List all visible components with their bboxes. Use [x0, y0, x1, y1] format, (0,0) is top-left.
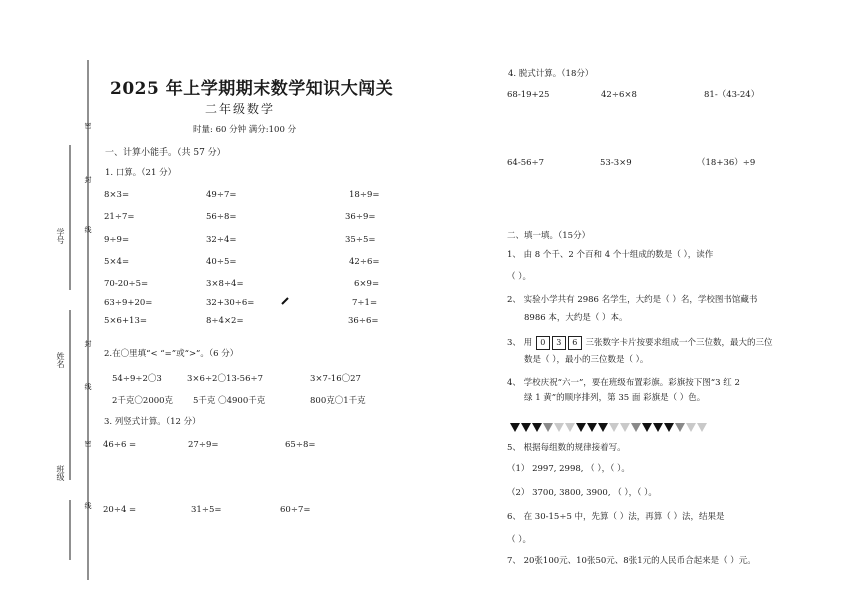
flag-triangle: [653, 423, 663, 432]
exam-title: 2025 年上学期期末数学知识大闯关: [110, 79, 394, 99]
oral-calc-item: 70-20÷5=: [104, 279, 149, 289]
digit-card: 0: [536, 336, 550, 350]
stepwise-calc-item: 53-3×9: [600, 158, 632, 168]
question-1-line-2: （ ）。: [507, 272, 531, 282]
compare-item: 3×6÷2〇13-56÷7: [187, 374, 264, 384]
question-7: 7、 20张100元、10张50元、8张1元的人民币合起来是（ ）元。: [507, 556, 756, 566]
oral-calc-item: 32÷4=: [206, 235, 237, 245]
question-2-line-1: 2、 实验小学共有 2986 名学生，大约是（ ）名，学校图书馆藏书: [507, 295, 758, 305]
oral-calc-item: 18÷9=: [349, 190, 380, 200]
binding-lines: [60, 60, 100, 580]
binding-xian-top: 线: [84, 226, 92, 233]
compare-item: 2千克〇2000克: [112, 396, 174, 406]
question-3-prefix: 3、 用: [507, 338, 533, 348]
question-5-heading: 5、 根据每组数的规律接着写。: [507, 443, 626, 453]
exam-subtitle: 二年级数学: [205, 102, 276, 116]
section-2-heading: 二、填一填。（15分）: [507, 231, 591, 241]
oral-calc-item: 49÷7=: [206, 190, 237, 200]
question-5-sub-1: （1） 2997, 2998, （ ），（ ）。: [507, 464, 630, 474]
question-3-suffix: 三张数字卡片按要求组成一个三位数，最大的三位: [585, 338, 773, 348]
section-1-heading: 一、计算小能手。（共 57 分）: [105, 148, 226, 158]
student-number-label: 学号: [56, 228, 65, 244]
flag-triangle: [631, 423, 641, 432]
flag-triangle: [576, 423, 586, 432]
question-6-line-2: （ ）。: [507, 535, 531, 545]
flag-triangle: [521, 423, 531, 432]
oral-calc-item: 40÷5=: [206, 257, 237, 267]
flag-triangle: [598, 423, 608, 432]
vertical-calc-item: 27÷9=: [188, 440, 219, 450]
flag-triangle: [697, 423, 707, 432]
oral-calc-item: 8÷4×2=: [206, 316, 244, 326]
flag-triangle: [620, 423, 630, 432]
class-label: 班级: [56, 465, 65, 481]
flag-triangle: [543, 423, 553, 432]
flag-triangle: [565, 423, 575, 432]
part-1-heading: 1. 口算。（21 分）: [105, 168, 177, 178]
oral-calc-item: 36÷9=: [345, 212, 376, 222]
compare-item: 54÷9÷2〇3: [112, 374, 162, 384]
oral-calc-item: 9÷9=: [104, 235, 130, 245]
part-2-heading: 2.在〇里填“< “=”或“>”。（6 分）: [104, 349, 239, 359]
question-1-line-1: 1、 由 8 个千、2 个百和 4 个十组成的数是（ ），读作: [507, 250, 714, 260]
oral-calc-item: 42÷6=: [349, 257, 380, 267]
flag-triangle: [510, 423, 520, 432]
oral-calc-item: 36÷6=: [348, 316, 379, 326]
flag-triangle: [664, 423, 674, 432]
stepwise-calc-item: 81-（43-24）: [704, 90, 760, 100]
compare-item: 3×7-16〇27: [310, 374, 361, 384]
flag-sequence: [510, 417, 708, 436]
oral-calc-item: 8×3=: [104, 190, 130, 200]
question-4-line-2: 绿 1 黄”的顺序排列，第 35 面 彩旗是（ ）色。: [524, 393, 706, 403]
flag-triangle: [686, 423, 696, 432]
binding-feng-mid: 封: [84, 340, 92, 347]
digit-card: 3: [552, 336, 566, 350]
question-6-line-1: 6、 在 30-15÷5 中，先算（ ）法，再算（ ）法，结果是: [507, 512, 725, 522]
flag-triangle: [532, 423, 542, 432]
binding-xian-bottom: 线: [84, 502, 92, 509]
part-4-heading: 4. 脱式计算。（18分）: [508, 69, 594, 79]
vertical-calc-item: 60÷7=: [280, 505, 311, 515]
flag-triangle: [675, 423, 685, 432]
flag-triangle: [587, 423, 597, 432]
flag-triangle: [642, 423, 652, 432]
stepwise-calc-item: 68-19+25: [507, 90, 550, 100]
stepwise-calc-item: 42÷6×8: [601, 90, 637, 100]
binding-mi-top: 密: [84, 122, 92, 129]
binding-mi-mid: 密: [84, 440, 92, 447]
vertical-calc-item: 31÷5=: [191, 505, 222, 515]
exam-meta: 时量: 60 分钟 满分:100 分: [193, 125, 297, 135]
oral-calc-item: 6×9=: [354, 279, 380, 289]
question-5-sub-2: （2） 3700, 3800, 3900, （ ），（ ）。: [507, 488, 657, 498]
stepwise-calc-item: 64-56÷7: [507, 158, 545, 168]
vertical-calc-item: 46÷6 =: [103, 440, 137, 450]
part-3-heading: 3. 列竖式计算。（12 分）: [104, 417, 201, 427]
flag-triangle: [554, 423, 564, 432]
stepwise-calc-item: （18+36）÷9: [697, 158, 756, 168]
binding-feng-top: 封: [84, 176, 92, 183]
question-3-line-1: [507, 336, 773, 350]
vertical-calc-item: 65÷8=: [285, 440, 316, 450]
flag-triangle: [609, 423, 619, 432]
oral-calc-item: 7÷1=: [352, 298, 378, 308]
oral-calc-item: 35÷5=: [345, 235, 376, 245]
vertical-calc-item: 20÷4 =: [103, 505, 137, 515]
compare-item: 800克〇1千克: [310, 396, 366, 406]
question-4-line-1: 4、 学校庆祝“六一”，要在班级布置彩旗。彩旗按下图“3 红 2: [507, 378, 740, 388]
question-2-line-2: 8986 本，大约是（ ）本。: [524, 313, 628, 323]
digit-card: 6: [568, 336, 582, 350]
oral-calc-item: 63÷9+20=: [104, 298, 153, 308]
binding-xian-mid: 线: [84, 383, 92, 390]
compare-item: 5千克 〇4900千克: [193, 396, 266, 406]
oral-calc-item: 56÷8=: [206, 212, 237, 222]
question-3-line-2: 数是（ ），最小的三位数是（ ）。: [524, 355, 649, 365]
oral-calc-item: 3×8÷4=: [206, 279, 244, 289]
ink-mark: [280, 296, 290, 306]
oral-calc-item: 5×4=: [104, 257, 130, 267]
oral-calc-item: 5×6+13=: [104, 316, 147, 326]
oral-calc-item: 32+30÷6=: [206, 298, 255, 308]
oral-calc-item: 21÷7=: [104, 212, 135, 222]
name-label: 姓名: [56, 352, 65, 368]
